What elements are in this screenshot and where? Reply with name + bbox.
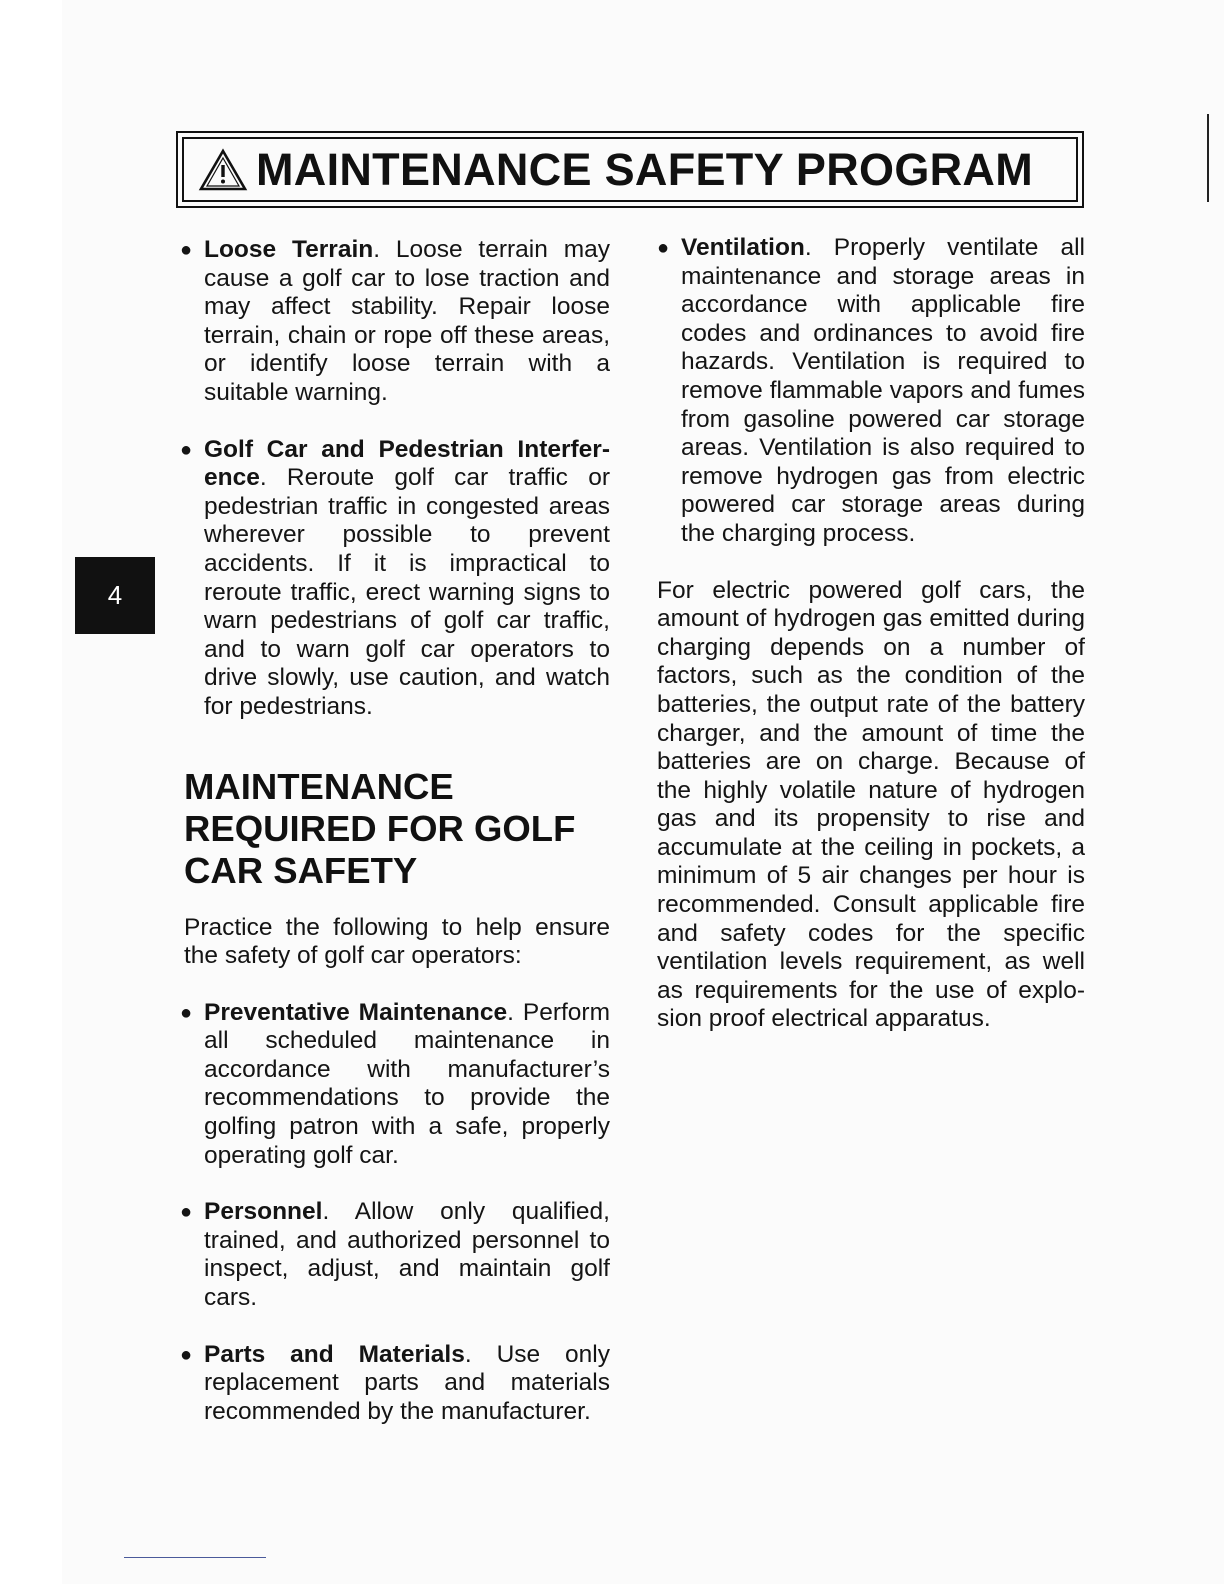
bottom-rule: [124, 1557, 266, 1558]
bullet-body: [204, 999, 610, 1171]
bullet-parts-materials: [180, 1341, 610, 1427]
bullet-dot-icon: ●: [657, 237, 670, 259]
bullet-dot-icon: ●: [180, 1343, 193, 1366]
bullet-title: Golf Car and Pedestrian Interference: [204, 435, 610, 492]
bullet-text: . Reroute golf car traffic or pedestrian traffic in congested areas wherever possible to prevent accidents. If it is impractical to reroute traffic, erect warning signs to warn pedestrians of golf car traffic, and to warn golf car operators to drive slowly, use caution, and watch for pedestrians.: [204, 464, 610, 720]
page-edge-line: [1207, 114, 1209, 202]
bullet-loose-terrain: [180, 236, 610, 408]
bullet-ventilation: [657, 234, 1085, 549]
bullet-title: Parts and Materials: [204, 1340, 465, 1368]
bullet-dot-icon: ●: [180, 1201, 193, 1224]
bullet-body: [204, 436, 610, 722]
bullet-text: . Properly ventilate all maintenance and storage areas in accordance with applicable fire codes and ordinances to avoid fire hazards. Ventilation is required to remove flammable vapors and fumes from gasoline powered car storage areas. Ventilation is also required to remove hydrogen gas from electric powered car storage areas during the charging process.: [681, 234, 1085, 547]
page-title: MAINTENANCE SAFETY PROGRAM: [256, 143, 1033, 195]
bullet-personnel: [180, 1198, 610, 1312]
bullet-body: [204, 1341, 610, 1427]
bullet-preventative-maintenance: [180, 999, 610, 1171]
bullet-title: Preventative Maintenance: [204, 998, 508, 1026]
intro-paragraph: Practice the following to help ensure the safety of golf car operators:: [184, 913, 610, 970]
bullet-text: . Loose terrain may cause a golf car to lose traction and may affect stability. Repair loose terrain, chain or rope off these areas, or identify loose terrain with a suitable warning.: [204, 236, 610, 406]
bullet-body: [681, 234, 1085, 549]
bullet-title: Personnel: [204, 1198, 323, 1226]
title-box-inner: [182, 137, 1078, 202]
chapter-number: 4: [107, 580, 123, 610]
bullet-text: . Perform all scheduled maintenance in accordance with manufacturer’s recommendations to provide the golfing patron with a safe, properly operating golf car.: [204, 998, 610, 1169]
bullet-text: . Allow only qualified, trained, and authorized personnel to inspect, adjust, and maintain golf cars.: [204, 1198, 610, 1312]
bullet-dot-icon: ●: [180, 1001, 193, 1024]
bullet-title: Loose Terrain: [204, 236, 374, 263]
warning-triangle-icon: [198, 148, 248, 192]
title-box: [176, 131, 1084, 208]
section-heading: MAINTENANCE REQUIRED FOR GOLF CAR SAFETY: [184, 765, 576, 891]
right-column: [657, 234, 1085, 1034]
bullet-body: [204, 236, 610, 408]
bullet-dot-icon: ●: [180, 438, 193, 461]
scan-margin: [0, 0, 62, 1584]
bullet-title: Ventilation: [681, 234, 805, 261]
bullet-pedestrian-interference: [180, 436, 610, 722]
bullet-body: [204, 1198, 610, 1312]
left-column: [180, 236, 610, 1454]
chapter-tab: [75, 557, 155, 634]
hydrogen-paragraph: For electric powered golf cars, the amount of hydrogen gas emitted during charging depends on a number of factors, such as the condition of the batteries, the output rate of the battery charger, and the amount of time the batteries are on charge. Because of the highly volatile nature of hydrogen gas and its propensity to rise and accumulate at the ceiling in pockets, a minimum of 5 air changes per hour is recommended. Consult applicable fire and safety codes for the specific ventilation levels requirement, as well as requirements for the use of explosion proof electrical apparatus.: [657, 576, 1085, 1033]
bullet-text: . Use only replacement parts and materials recommended by the manufacturer.: [204, 1340, 610, 1425]
bullet-dot-icon: ●: [180, 239, 193, 261]
